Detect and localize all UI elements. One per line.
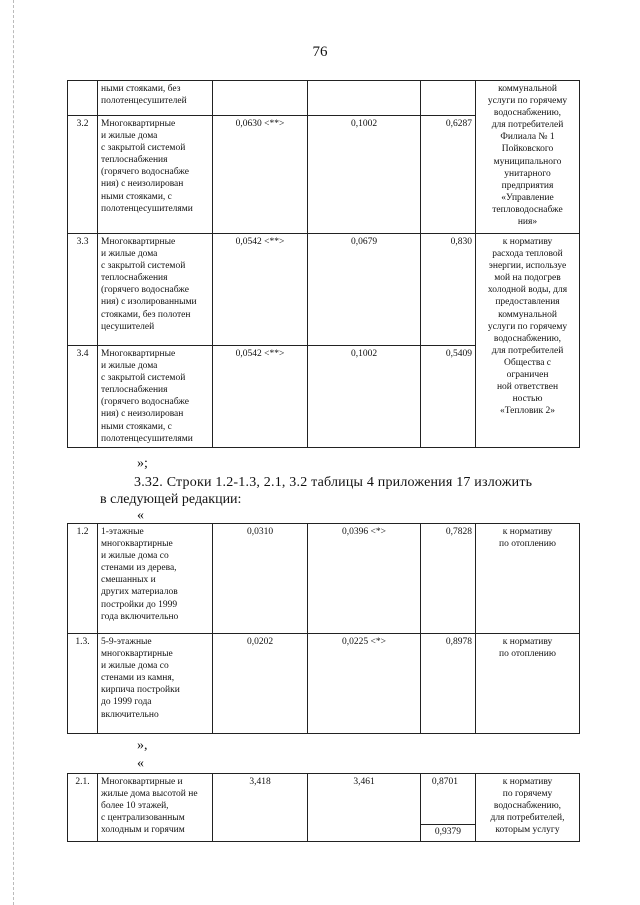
row-number: 3.4	[68, 346, 98, 448]
row-name-line: теплоснабжения	[101, 273, 168, 284]
note-line: ния»	[517, 217, 538, 228]
row-name-line: Многоквартирные и	[101, 777, 183, 787]
value-cell-3-bottom: 0,9379	[421, 824, 475, 838]
value-cell-2: 0,0396 <*>	[308, 524, 421, 634]
note-line: для потребителей	[491, 120, 564, 131]
row-name-line: ния) с неизолирован	[101, 179, 184, 190]
table-row	[68, 634, 580, 734]
row-name-line: и жилые дома со	[101, 661, 169, 672]
row-number	[68, 81, 98, 116]
value-cell-1: 0,0202	[213, 634, 308, 734]
note-line: коммунальной	[498, 309, 557, 320]
note-line: водоснабжению,	[493, 333, 562, 344]
row-name-cell	[98, 524, 213, 634]
value-cell-3-top: 0,8701	[431, 777, 458, 787]
note-line: услуги по горячему	[487, 96, 568, 107]
note-line: мой на подогрев	[494, 273, 561, 284]
value-cell-3: 0,5409	[421, 346, 476, 448]
page-number: 76	[312, 44, 328, 60]
row-name-cell	[98, 234, 213, 346]
note-cell	[476, 234, 580, 448]
value-cell-1: 0,0542 <**>	[213, 346, 308, 448]
note-line: Пойковского	[501, 144, 554, 155]
amendment-paragraph-cont	[100, 491, 580, 508]
row-name-line: года включительно	[101, 611, 179, 622]
scan-edge-line	[13, 0, 14, 905]
row-name-line: стенами из дерева,	[101, 563, 177, 574]
value-cell-3: 0,8978	[421, 634, 476, 734]
row-name-line: многоквартирные	[101, 539, 173, 550]
amendment-paragraph	[100, 474, 580, 491]
table-row	[68, 81, 580, 116]
note-line: коммунальной	[498, 84, 557, 94]
row-name-line: и жилые дома	[101, 249, 158, 260]
note-line: Общества с	[504, 357, 551, 368]
row-name-line: с централизованным	[101, 813, 185, 824]
value-cell-2: 0,0679	[308, 234, 421, 346]
note-line: Филиала № 1	[500, 132, 555, 143]
table-row	[68, 774, 580, 842]
table-heat-norms-part	[67, 80, 580, 448]
row-name-line: и жилые дома	[101, 361, 158, 372]
row-name-line: холодным и горячим	[101, 825, 185, 836]
row-number: 2.1.	[68, 774, 98, 842]
row-name-line: полотенцесушителями	[101, 433, 193, 444]
row-name-line: 5-9-этажные	[101, 637, 152, 647]
row-name-cell	[98, 774, 213, 842]
row-name-line: теплоснабжения	[101, 155, 168, 166]
row-name-line: постройки до 1999	[101, 599, 178, 610]
row-name-line: многоквартирные	[101, 649, 173, 660]
closing-quote-1: »;	[137, 456, 148, 471]
value-cell-3: 0,830	[421, 234, 476, 346]
note-cell	[476, 774, 580, 842]
note-line: по отоплению	[499, 649, 556, 660]
row-name-line: 1-этажные	[101, 527, 144, 537]
row-name-line: ния) с изолированными	[101, 297, 197, 308]
row-name-line: более 10 этажей,	[101, 801, 169, 812]
value-cell-3: 0,7828	[421, 524, 476, 634]
row-name-line: (горячего водоснабже	[101, 285, 189, 296]
row-name-line: и жилые дома	[101, 131, 158, 142]
note-line: для потребителей,	[490, 813, 565, 824]
note-cell	[476, 524, 580, 634]
row-number: 1.2	[68, 524, 98, 634]
closing-quote-2: »,	[137, 738, 148, 753]
row-name-line: других материалов	[101, 587, 178, 598]
value-cell-2: 0,1002	[308, 346, 421, 448]
row-name-line: с закрытой системой	[101, 373, 186, 384]
row-name-line: Многоквартирные	[101, 119, 176, 129]
row-name-cell	[98, 116, 213, 234]
value-cell-3	[421, 81, 476, 116]
row-name-line: Многоквартирные	[101, 349, 176, 359]
table-row	[68, 234, 580, 346]
row-name-line: ными стояками, без	[101, 84, 181, 94]
row-name-cell	[98, 346, 213, 448]
note-cell	[476, 81, 580, 234]
note-line: к нормативу	[502, 637, 553, 647]
value-cell-1: 3,418	[213, 774, 308, 842]
row-number: 3.2	[68, 116, 98, 234]
row-name-line: ния) с неизолирован	[101, 409, 184, 420]
row-name-line: ными стояками, с	[101, 191, 172, 202]
row-name-line: стенами из камня,	[101, 673, 175, 684]
note-line: ограничен	[506, 370, 549, 381]
value-cell-3: 0,6287	[421, 116, 476, 234]
note-line: для потребителей	[491, 345, 564, 356]
row-name-line: (горячего водоснабже	[101, 397, 189, 408]
row-name-line: с закрытой системой	[101, 261, 186, 272]
table-hot-water-norms	[67, 773, 580, 842]
value-cell-2	[308, 81, 421, 116]
row-name-line: теплоснабжения	[101, 385, 168, 396]
row-name-line: смешанных и	[101, 575, 156, 586]
note-line: ной ответствен	[496, 382, 559, 393]
row-number: 1.3.	[68, 634, 98, 734]
row-name-line: жилые дома высотой не	[101, 789, 198, 800]
value-cell-1: 0,0542 <**>	[213, 234, 308, 346]
note-line: к нормативу	[502, 527, 553, 537]
row-name-line: Многоквартирные	[101, 237, 176, 247]
note-line: к нормативу	[502, 777, 553, 787]
row-name-cell	[98, 81, 213, 116]
note-line: ностью	[512, 394, 543, 405]
table-row	[68, 524, 580, 634]
row-name-line: с закрытой системой	[101, 143, 186, 154]
row-name-line: цесушителей	[101, 321, 155, 332]
value-cell-3	[421, 774, 476, 842]
row-number: 3.3	[68, 234, 98, 346]
note-line: расхода тепловой	[492, 249, 563, 260]
value-cell-1	[213, 81, 308, 116]
note-line: водоснабжению,	[493, 801, 562, 812]
note-line: холодной воды, для	[487, 285, 568, 296]
note-line: муниципального	[493, 156, 562, 167]
note-line: унитарного	[504, 168, 551, 179]
opening-quote-2: «	[137, 508, 144, 523]
note-line: энергии, используе	[488, 261, 567, 272]
note-line: тепловодоснабже	[492, 204, 563, 215]
note-line: по горячему	[502, 789, 553, 800]
note-cell	[476, 634, 580, 734]
note-line: предприятия	[501, 180, 554, 191]
table-heating-norms	[67, 523, 580, 734]
value-cell-2: 0,1002	[308, 116, 421, 234]
value-cell-1: 0,0630 <**>	[213, 116, 308, 234]
note-line: которым услугу	[495, 825, 560, 836]
value-cell-1: 0,0310	[213, 524, 308, 634]
row-name-line: полотенцесушителей	[101, 96, 187, 107]
row-name-line: ными стояками, с	[101, 421, 172, 432]
row-name-line: до 1999 года	[101, 697, 152, 708]
value-cell-2: 3,461	[308, 774, 421, 842]
note-line: к нормативу	[502, 237, 553, 247]
value-cell-2: 0,0225 <*>	[308, 634, 421, 734]
row-name-line: полотенцесушителями	[101, 203, 193, 214]
row-name-line: (горячего водоснабже	[101, 167, 189, 178]
note-line: «Управление	[501, 192, 554, 203]
row-name-cell	[98, 634, 213, 734]
paragraph-line: в следующей редакции:	[100, 492, 242, 507]
note-line: по отоплению	[499, 539, 556, 550]
row-name-line: кирпича постройки	[101, 685, 180, 696]
paragraph-line: 3.32. Строки 1.2-1.3, 2.1, 3.2 таблицы 4 приложения 17 изложить	[134, 475, 533, 490]
row-name-line: стояками, без полотен	[101, 309, 191, 320]
row-name-line: и жилые дома со	[101, 551, 169, 562]
note-line: водоснабжению,	[493, 108, 562, 119]
note-line: предоставления	[495, 297, 560, 308]
note-line: «Тепловик 2»	[499, 406, 556, 417]
row-name-line: включительно	[101, 709, 159, 720]
opening-quote-3: «	[137, 756, 144, 771]
note-line: услуги по горячему	[487, 321, 568, 332]
